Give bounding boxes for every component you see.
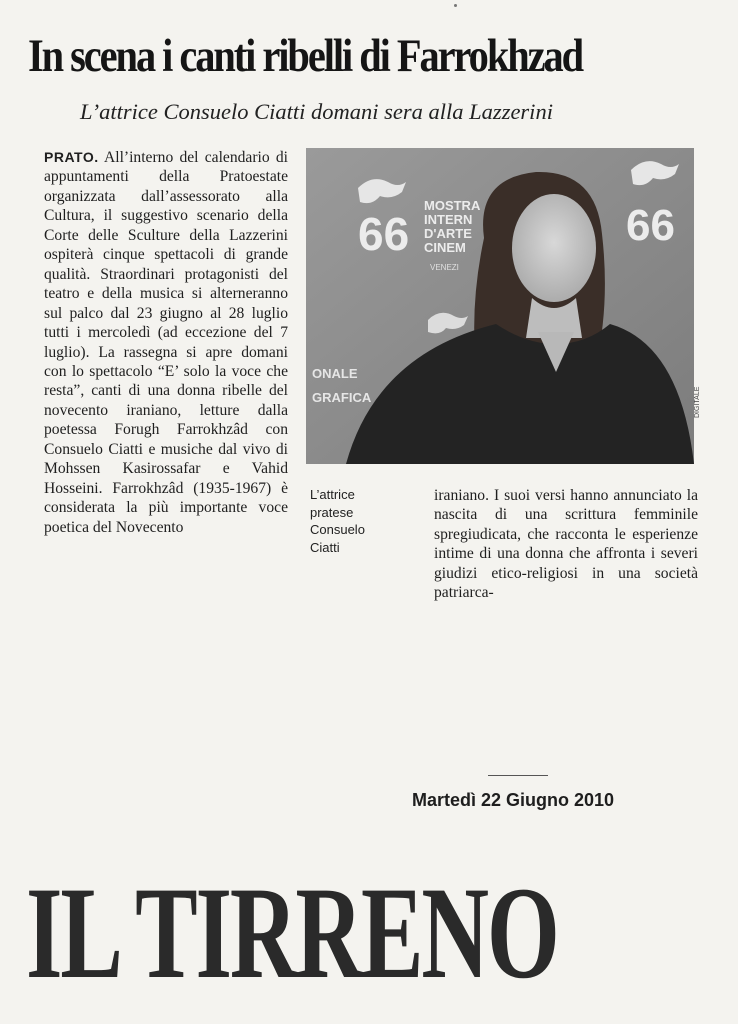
subheadline: L’attrice Consuelo Ciatti domani sera alla Lazzerini xyxy=(80,99,553,124)
caption-line: L’attrice xyxy=(310,487,355,502)
backdrop-text-line: INTERN xyxy=(424,212,473,227)
article-paragraph xyxy=(44,148,288,537)
photo-caption xyxy=(310,486,420,556)
caption-line: Consuelo xyxy=(310,522,365,537)
backdrop-text-small: VENEZI xyxy=(430,263,459,272)
caption-line: Ciatti xyxy=(310,539,340,555)
scan-speck xyxy=(454,4,457,7)
backdrop-text-line: CINEM xyxy=(424,240,466,255)
backdrop-text-line: MOSTRA xyxy=(424,198,481,213)
backdrop-number-left: 66 xyxy=(358,208,410,260)
divider xyxy=(488,775,548,776)
photo-illustration xyxy=(306,148,694,464)
publication-date: Martedì 22 Giugno 2010 xyxy=(412,790,615,810)
backdrop-lower-text: GRAFICA xyxy=(312,390,372,405)
dateline: PRATO. xyxy=(44,149,99,165)
article-photo xyxy=(306,148,694,464)
photo-credit: DIGITALE xyxy=(694,386,701,418)
backdrop-lower-text: ONALE xyxy=(312,366,358,381)
article-body-left: All’interno del calendario di appuntamenti della Pratoestate organizzata dall’assessorato alla Cultura, il suggestivo scenario della Corte delle Sculture della Lazzerini ospiterà cinque spettacoli di grande qualità. Straordinari protagonisti del teatro e della musica si alterneranno sul palco dal 23 giugno al 28 luglio tutti i mercoledì (ad eccezione del 7 luglio). La rassegna si apre domani con lo spettacolo “E’ solo la voce che resta”, canti di una donna ribelle del novecento iraniano, letture dalla poetessa Forugh Farrokhzâd con Consuelo Ciatti e musiche dal vivo di Mohssen Kasirossafar e Vahid Hosseini. Farrokhzâd (1935-1967) è considerata la più importante voce poetica del Novecento xyxy=(44,149,288,536)
article-column-right xyxy=(434,486,698,603)
newspaper-masthead: IL TIRRENO xyxy=(26,859,558,1006)
backdrop-number-right: 66 xyxy=(626,201,675,250)
article-body-right: iraniano. I suoi versi hanno annunciato la nascita di una scrittura femminile spregiudicata, che racconta le esperienze intime di una donna che affronta i severi giudizi etico-religiosi in una società patriarca- xyxy=(434,487,698,602)
caption-line: pratese xyxy=(310,504,354,520)
backdrop-text-line: D'ARTE xyxy=(424,226,472,241)
face xyxy=(512,194,596,302)
article-column-left xyxy=(44,148,288,537)
headline: In scena i canti ribelli di Farrokhzad xyxy=(28,30,583,82)
